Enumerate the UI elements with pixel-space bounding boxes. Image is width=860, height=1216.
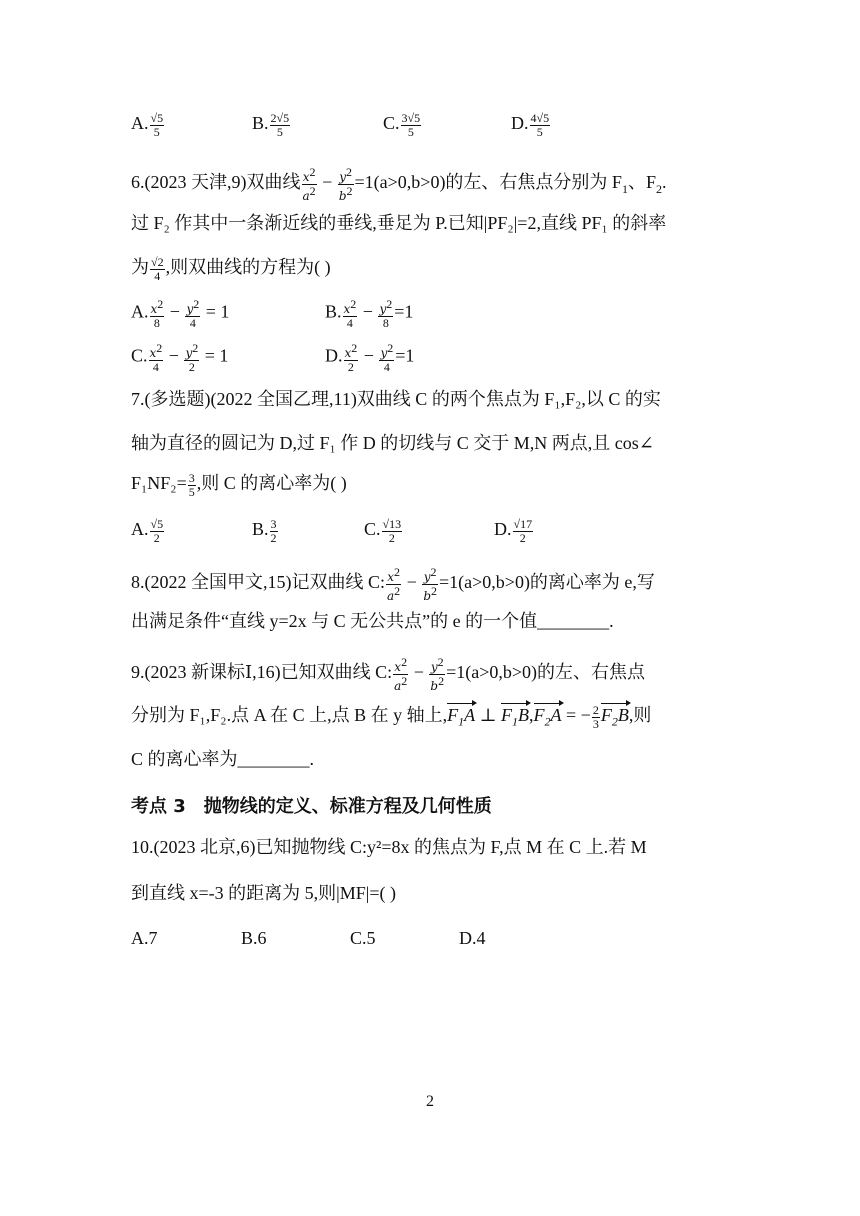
section-heading: 考点 3 抛物线的定义、标准方程及几何性质 — [131, 796, 492, 817]
q9-line-2: 分别为 F₁,F₂.点 A 在 C 上,点 B 在 y 轴上$,F_1A$ ⊥ $F_1B,F_2A$ = − $\frac{2}{3}$ $F_2B$,则 — [131, 703, 652, 731]
q10-option-c: C.5 — [350, 928, 376, 948]
q5-option-b: B. $\frac{2√5}{5}$ — [252, 111, 290, 139]
q7-line-2: 轴为直径的圆记为 D,过 F₁ 作 D 的切线与 C 交于 M,N 两点,且 cos∠ — [131, 433, 654, 453]
q8-line-1: 8.(2022 全国甲文,15)记双曲线 C: $\frac{x^2}{a^2}$ − $\frac{y^2}{b^2}$ =1(a>0,b>0)的离心率为 e,写 — [131, 565, 655, 603]
q6-line-3: 为 $\frac{√2}{4}$ ,则双曲线的方程为( ) — [131, 255, 331, 283]
page-number: 2 — [426, 1093, 434, 1110]
q10-line-2: 到直线 x=-3 的距离为 5,则|MF|=( ) — [131, 883, 397, 903]
q5-option-a: A. $\frac{√5}{5}$ — [131, 111, 164, 139]
q7-line-1: 7.(多选题)(2022 全国乙理,11)双曲线 C 的两个焦点为 F₁,F₂,以 C 的实 — [131, 389, 661, 409]
q6-option-d: D. $\frac{x^2}{2}$ − $\frac{y^2}{4}$ =1 — [325, 341, 415, 374]
q6-option-a: A. $\frac{x^2}{8}$ − $\frac{y^2}{4}$ = 1 — [131, 297, 230, 330]
q6-line-1: 6.(2023 天津,9)双曲线 $\frac{x^2}{a^2}$ − $\frac{y^2}{b^2}$ =1(a>0,b>0)的左、右焦点分别为 $F_1$、$F_2$. — [131, 165, 667, 203]
q9-line-3: C 的离心率为________. — [131, 749, 315, 769]
q8-line-2: 出满足条件“直线 y=2x 与 C 无公共点”的 e 的一个值________. — [131, 611, 614, 631]
q6-line-2: 过 F₂ 作其中一条渐近线的垂线,垂足为 P.已知|PF₂|=2,直线 PF₁ 的斜率 — [131, 213, 667, 233]
q6-option-b: B. $\frac{x^2}{4}$ − $\frac{y^2}{8}$ =1 — [325, 297, 414, 330]
q5-option-d: D. $\frac{4√5}{5}$ — [511, 111, 550, 139]
q10-option-a: A.7 — [131, 928, 158, 948]
q6-option-c: C. $\frac{x^2}{4}$ − $\frac{y^2}{2}$ = 1 — [131, 341, 229, 374]
q10-line-1: 10.(2023 北京,6)已知抛物线 C:y²=8x 的焦点为 F,点 M 在 C 上.若 M — [131, 837, 647, 857]
q5-option-c: C. $\frac{3√5}{5}$ — [383, 111, 421, 139]
q9-line-1: 9.(2023 新课标Ⅰ,16)已知双曲线 C: $\frac{x^2}{a^2}$ − $\frac{y^2}{b^2}$ =1(a>0,b>0)的左、右焦点 — [131, 655, 646, 693]
q7-option-d: D. $\frac{√17}{2}$ — [494, 517, 533, 545]
q7-option-a: A. $\frac{√5}{2}$ — [131, 517, 164, 545]
q7-option-c: C. $\frac{√13}{2}$ — [364, 517, 402, 545]
q10-option-b: B.6 — [241, 928, 267, 948]
q7-line-3: F₁NF₂= $\frac{3}{5}$ ,则 C 的离心率为( ) — [131, 471, 347, 499]
q10-option-d: D.4 — [459, 928, 486, 948]
q7-option-b: B. $\frac{3}{2}$ — [252, 517, 277, 545]
